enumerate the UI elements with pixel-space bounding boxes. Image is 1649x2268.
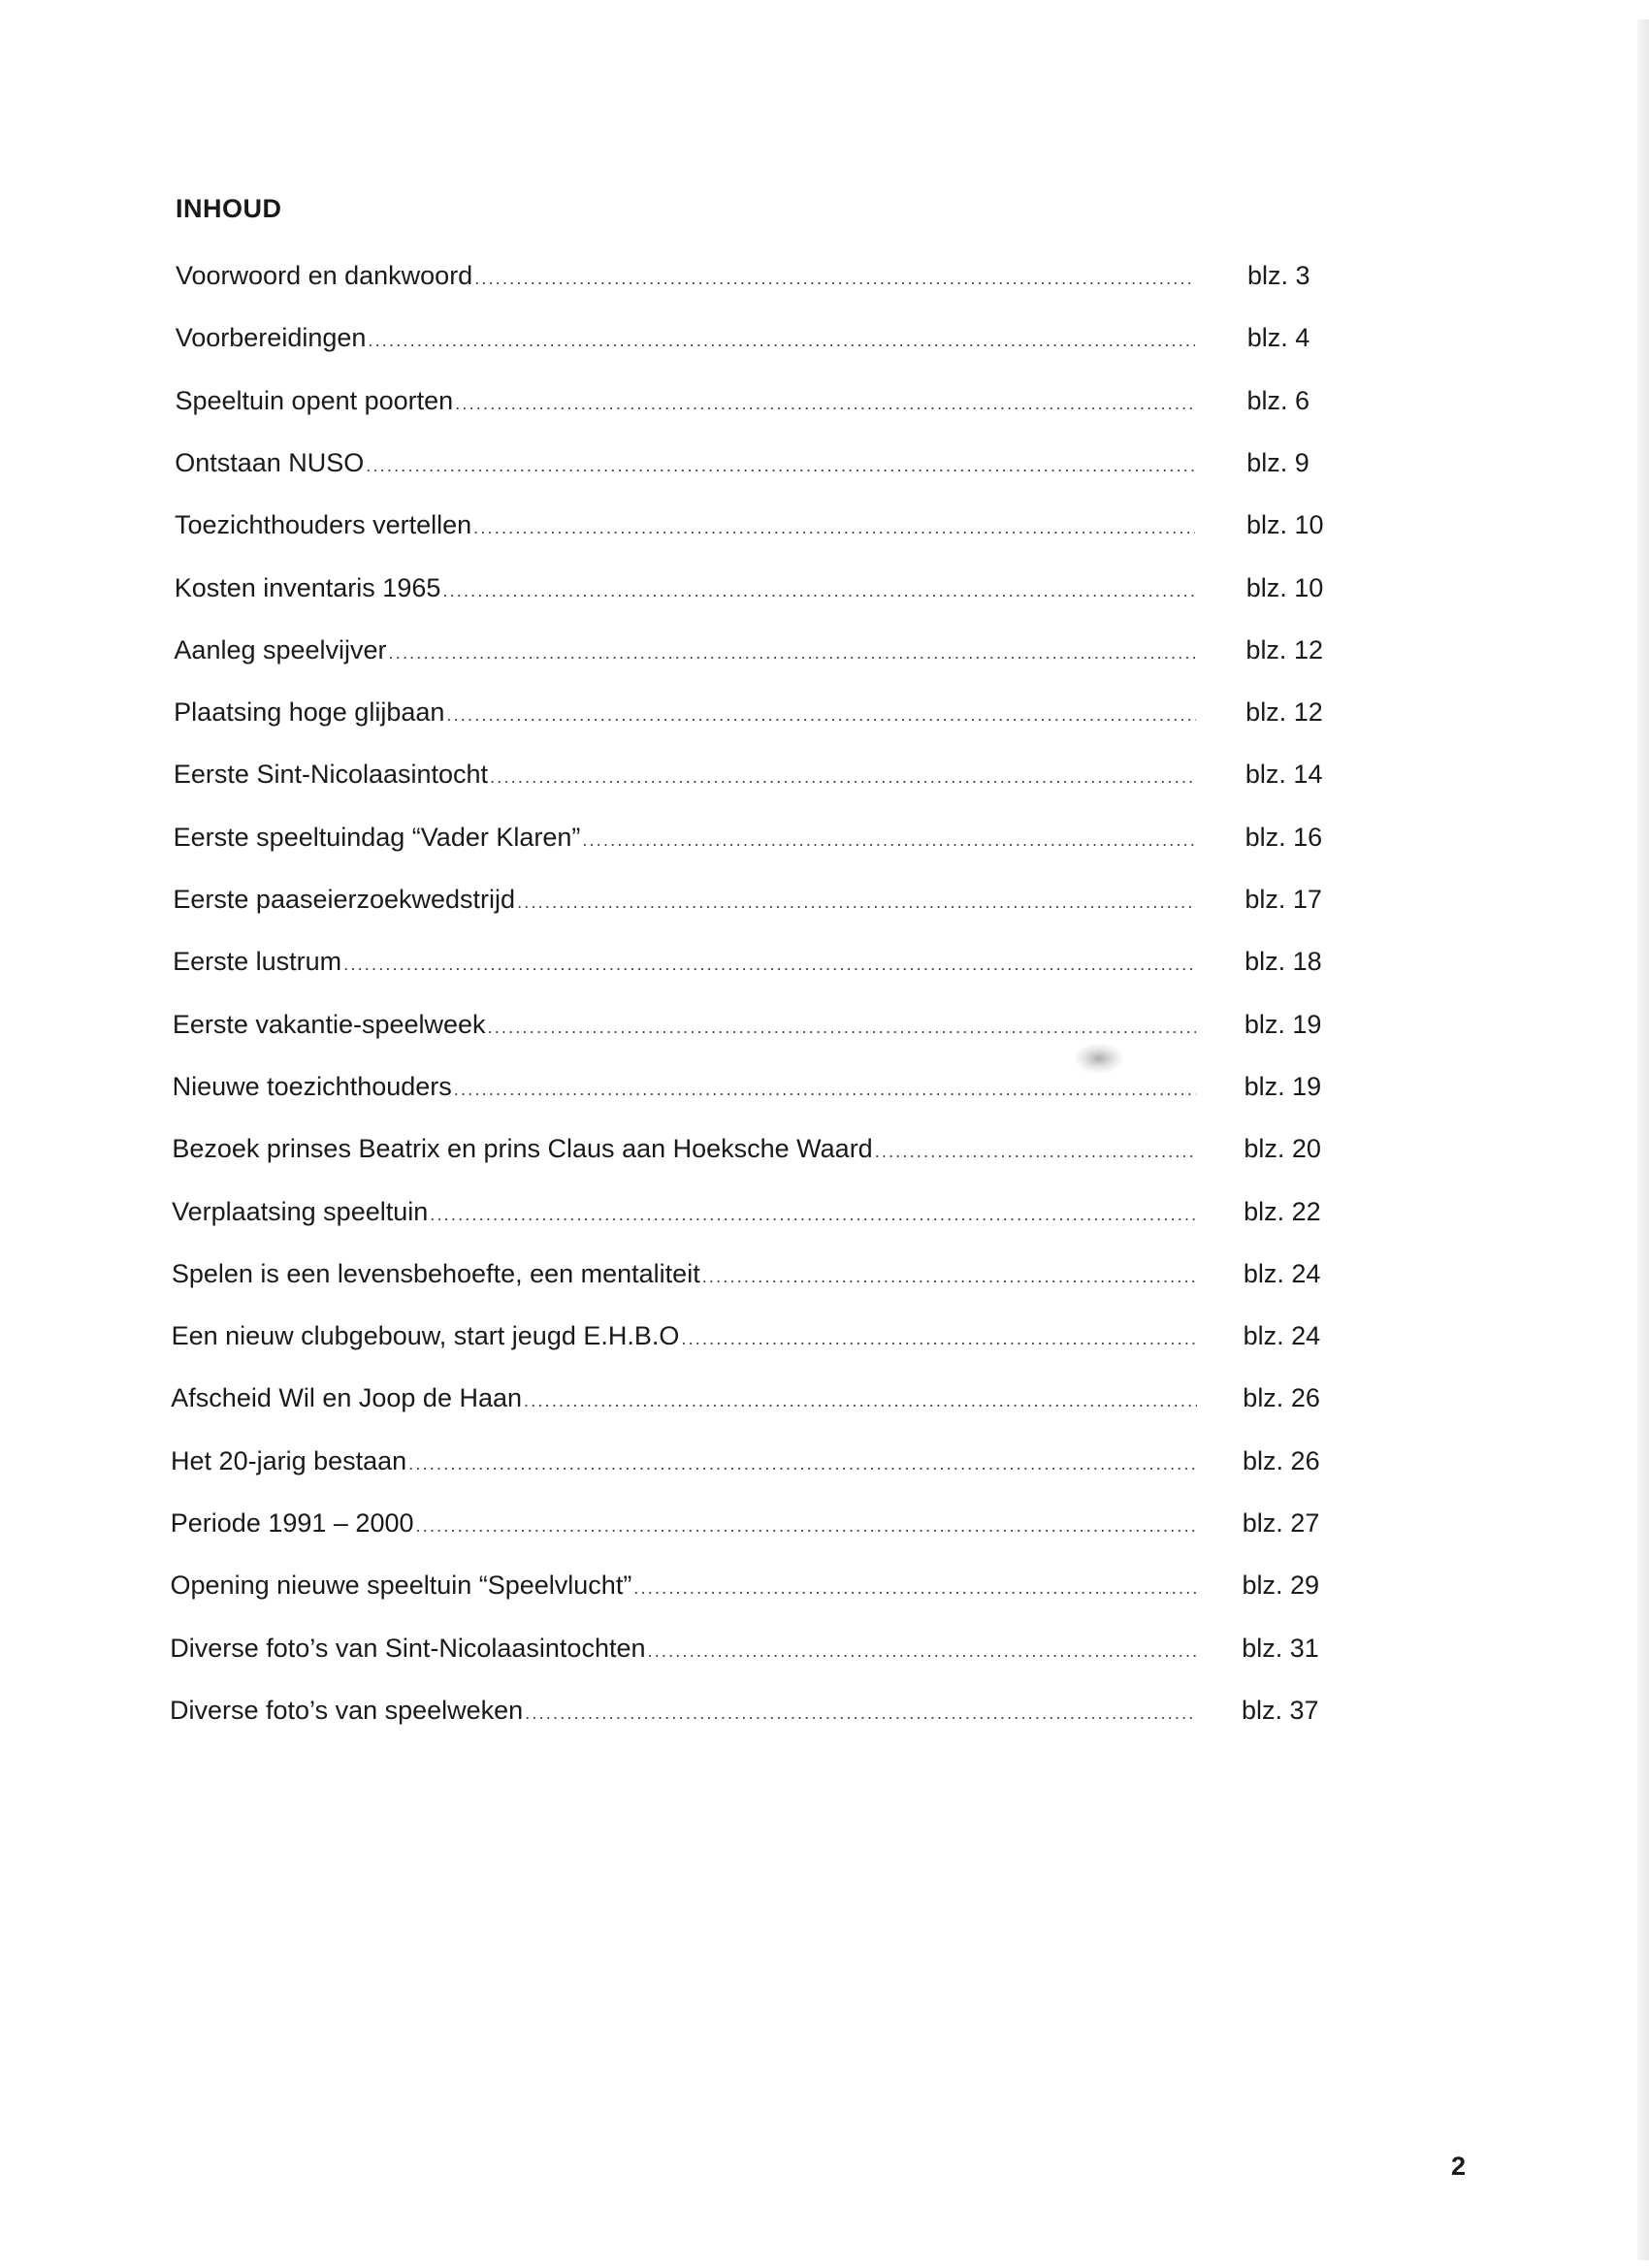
dot-leader [517,883,1196,922]
toc-entry [172,1192,1198,1231]
dot-leader [366,446,1195,485]
toc-entry-page: blz. 31 [1242,1633,1319,1663]
toc-entry-title: Aanleg speelvijver [174,634,387,664]
toc-entry [172,1316,1199,1355]
toc-entry [173,942,1198,981]
dot-leader [416,1507,1197,1545]
dot-leader [408,1444,1196,1483]
toc-entry-page: blz. 17 [1245,885,1322,914]
toc-entry-page: blz. 26 [1243,1445,1320,1475]
dot-leader [681,1319,1196,1358]
toc-entry-page: blz. 12 [1245,634,1323,664]
scan-smudge [1075,1044,1123,1073]
toc-entry-page: blz. 22 [1244,1196,1321,1226]
dot-leader [582,821,1195,859]
toc-entry [174,755,1198,794]
toc-entry-title: Voorwoord en dankwoord [176,261,473,290]
dot-leader [525,1694,1197,1733]
toc-entry [170,1691,1199,1730]
toc-entry [171,1442,1199,1480]
toc-entry-page: blz. 16 [1245,822,1323,852]
toc-entry [171,1566,1199,1604]
toc-entry [174,631,1197,669]
dot-leader [389,633,1196,672]
dot-leader [446,696,1195,734]
toc-entry-page: blz. 12 [1245,697,1323,728]
toc-entry [172,1254,1199,1293]
toc-entry [170,1629,1199,1668]
toc-entry [173,1005,1198,1044]
dot-leader [454,1070,1196,1109]
toc-entry-title: Opening nieuwe speeltuin “Speelvlucht” [170,1571,632,1601]
toc-entry [172,1129,1198,1168]
toc-entry-page: blz. 6 [1246,385,1310,415]
dot-leader [430,1195,1196,1234]
toc-entry-title: Eerste paaseierzoekwedstrijd [173,885,516,914]
toc-entry-page: blz. 29 [1242,1571,1320,1601]
toc-entry-page: blz. 14 [1245,760,1323,790]
dot-leader [490,758,1196,796]
dot-leader [875,1132,1197,1171]
toc-entry-title: Voorbereidingen [175,323,367,353]
page-title: INHOUD [176,194,282,223]
toc-entry-title: Speeltuin opent poorten [175,385,454,415]
toc-entry-page: blz. 18 [1245,947,1322,977]
toc-entry-page: blz. 4 [1246,323,1310,353]
toc-entry-title: Diverse foto’s van speelweken [170,1695,524,1725]
toc-entry [175,381,1197,420]
toc-entry-title: Ontstaan NUSO [175,447,365,477]
toc-entry-page: blz. 10 [1245,572,1324,602]
toc-entry [176,256,1197,295]
dot-leader [368,321,1195,360]
dot-leader [474,259,1195,298]
toc-entry [176,318,1197,357]
toc-entry-title: Eerste Sint-Nicolaasintocht [173,760,489,790]
toc-entry-page: blz. 20 [1244,1134,1321,1164]
toc-entry [173,1067,1199,1106]
dot-leader [633,1569,1197,1607]
toc-entry [174,818,1198,857]
toc-entry [174,693,1197,731]
toc-entry-page: blz. 27 [1242,1508,1320,1538]
toc-entry-page: blz. 19 [1244,1009,1322,1039]
toc-entry [173,880,1197,919]
dot-leader [343,945,1196,984]
dot-leader [455,384,1195,423]
toc-entry-title: Bezoek prinses Beatrix en prins Claus aan Hoeksche Waard [172,1134,873,1164]
toc-entry-page: blz. 3 [1247,261,1310,290]
toc-entry-title: Eerste vakantie-speelweek [172,1009,486,1039]
toc-entry-title: Diverse foto’s van Sint-Nicolaasintochten [170,1633,646,1663]
toc-entry-title: Afscheid Wil en Joop de Haan [171,1383,523,1413]
toc-entry-title: Periode 1991 – 2000 [170,1508,414,1538]
dot-leader [473,508,1195,547]
toc-entry-title: Plaatsing hoge glijbaan [174,697,445,728]
dot-leader [648,1632,1197,1670]
toc-entry-title: Eerste speeltuindag “Vader Klaren” [173,822,581,852]
toc-entry-page: blz. 19 [1244,1071,1322,1101]
toc-entry [171,1504,1199,1542]
toc-entry-title: Het 20-jarig bestaan [171,1445,407,1475]
toc-entry [175,505,1197,544]
toc-entry-title: Een nieuw clubgebouw, start jeugd E.H.B.O [171,1321,680,1351]
toc-entry-page: blz. 26 [1243,1383,1320,1413]
dot-leader [702,1257,1197,1296]
toc-entry-title: Toezichthouders vertellen [174,510,472,540]
toc-entry-page: blz. 37 [1242,1695,1319,1725]
toc-entry-title: Nieuwe toezichthouders [172,1071,452,1101]
toc-entry-title: Spelen is een levensbehoefte, een mentaliteit [171,1258,700,1288]
dot-leader [442,571,1195,610]
dot-leader [488,1008,1197,1047]
toc-entry-title: Kosten inventaris 1965 [174,572,441,602]
toc-entry-page: blz. 24 [1243,1321,1321,1351]
dot-leader [524,1381,1197,1420]
toc-entry-page: blz. 9 [1246,447,1310,477]
toc-entry [175,568,1198,607]
toc-entry-title: Eerste lustrum [173,947,342,977]
toc-entry-page: blz. 24 [1243,1258,1321,1288]
toc-entry-title: Verplaatsing speeltuin [172,1196,429,1226]
toc-entry [175,443,1197,482]
toc-entry-page: blz. 10 [1245,510,1324,540]
page-number: 2 [1451,2152,1467,2181]
toc-entry [171,1378,1198,1417]
